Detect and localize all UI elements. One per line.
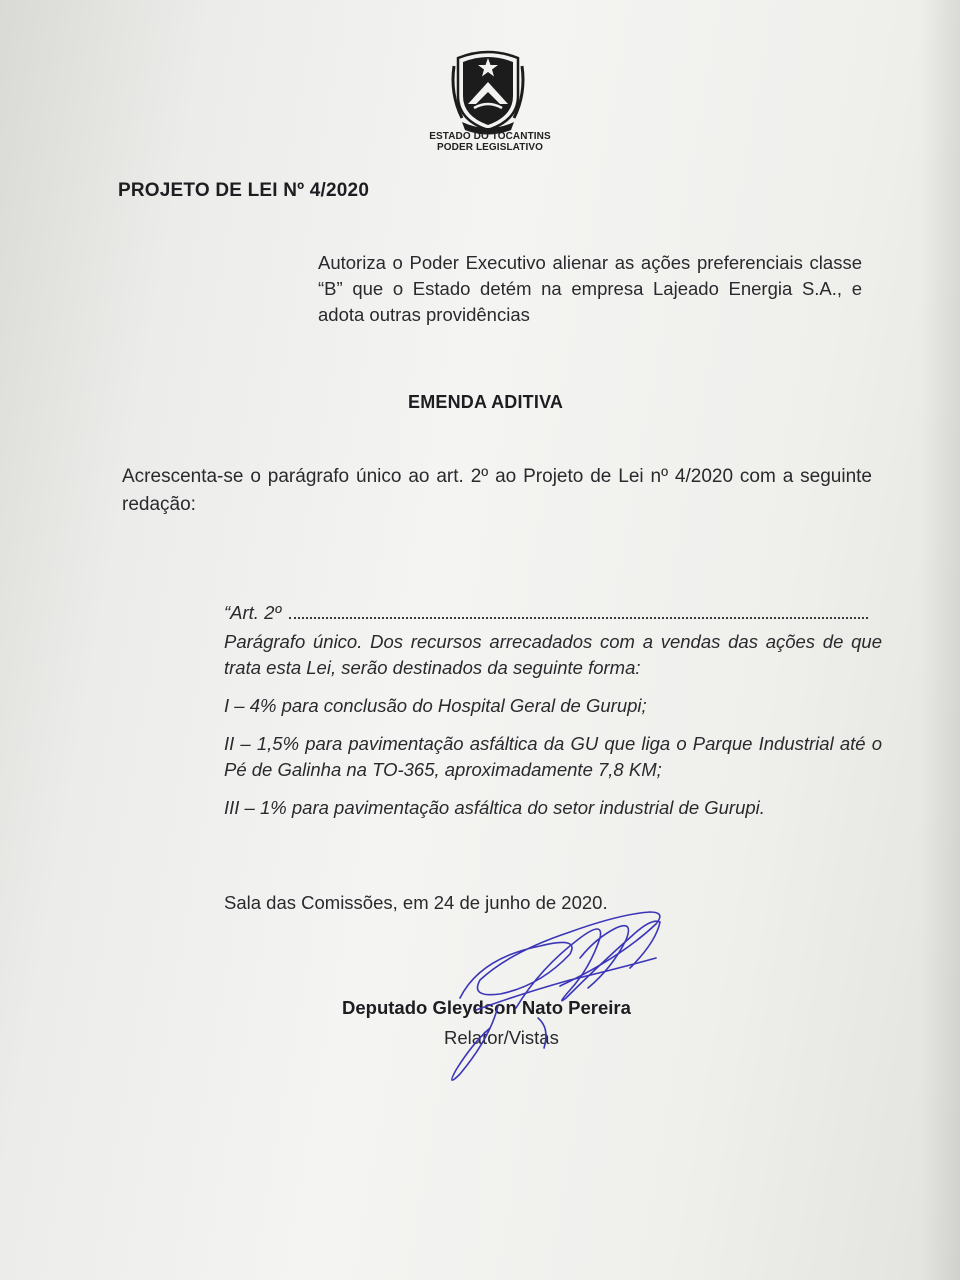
signatory-role: Relator/Vistas bbox=[444, 1027, 559, 1048]
place-date: Sala das Comissões, em 24 de junho de 2020. bbox=[224, 892, 608, 913]
article-line bbox=[224, 598, 882, 624]
state-coat-of-arms-icon bbox=[448, 44, 528, 136]
amendment-title: EMENDA ADITIVA bbox=[408, 392, 564, 412]
seal-caption bbox=[400, 131, 580, 153]
dotted-leader bbox=[289, 617, 868, 619]
handwritten-signature-icon bbox=[420, 898, 700, 1088]
ementa-text: Autoriza o Poder Executivo alienar as ações preferenciais classe “B” que o Estado detém na empresa Lajeado Energia S.A., e adota outras providências bbox=[318, 252, 862, 325]
sole-paragraph: Parágrafo único. Dos recursos arrecadados com a vendas das ações de que trata esta Lei, serão destinados da seguinte forma: bbox=[224, 631, 882, 678]
item-i: I – 4% para conclusão do Hospital Geral de Gurupi; bbox=[224, 695, 647, 716]
law-title: PROJETO DE LEI Nº 4/2020 bbox=[118, 180, 370, 201]
amendment-intro: Acrescenta-se o parágrafo único ao art. 2º ao Projeto de Lei nº 4/2020 com a seguinte redação: bbox=[122, 466, 872, 515]
item-ii: II – 1,5% para pavimentação asfáltica da GU que liga o Parque Industrial até o Pé de Galinha na TO-365, aproximadamente 7,8 KM; bbox=[224, 733, 882, 780]
article-label: “Art. 2º bbox=[224, 602, 282, 623]
item-iii: III – 1% para pavimentação asfáltica do setor industrial de Gurupi. bbox=[224, 797, 765, 818]
amendment-body bbox=[224, 598, 882, 821]
seal-caption-power: PODER LEGISLATIVO bbox=[437, 142, 543, 153]
seal-caption-state: ESTADO DO TOCANTINS bbox=[429, 131, 551, 142]
signatory-name: Deputado Gleydson Nato Pereira bbox=[342, 997, 631, 1018]
